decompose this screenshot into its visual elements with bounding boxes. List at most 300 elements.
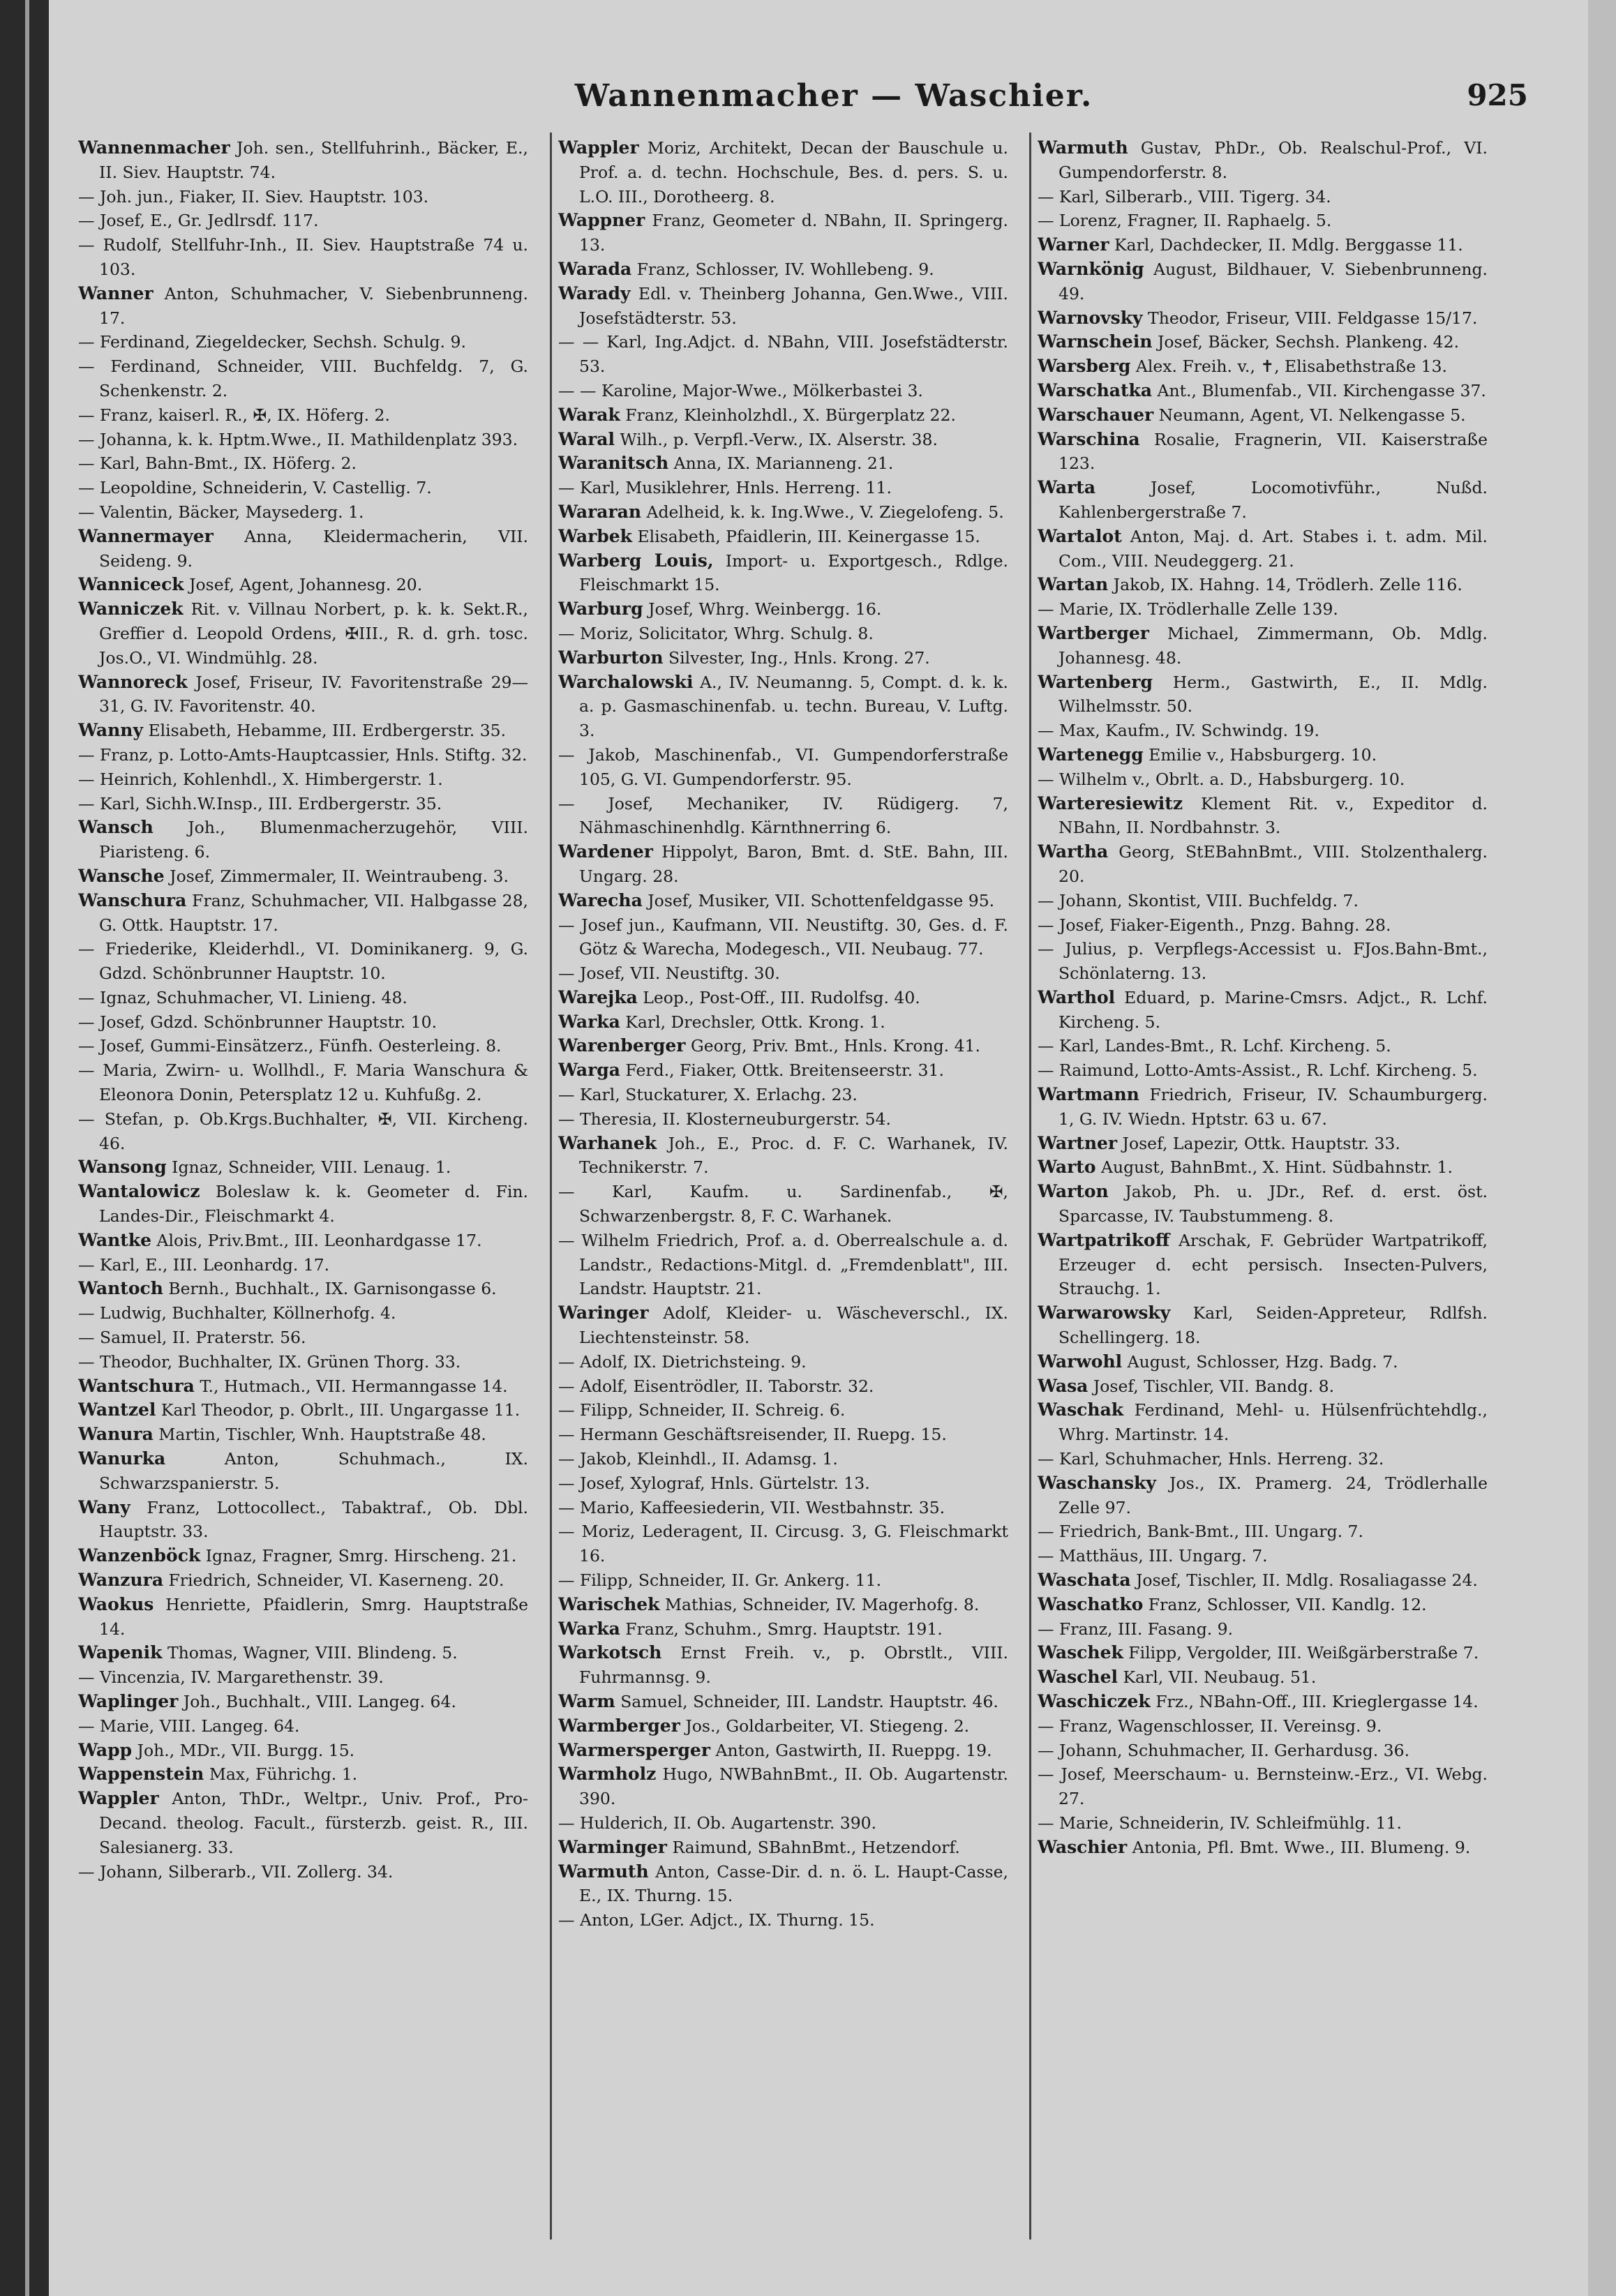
directory-entry	[1038, 1229, 1488, 1301]
entry-surname: Warischek	[558, 1593, 660, 1614]
entry-surname: Warenberger	[558, 1035, 686, 1056]
directory-entry	[1038, 1739, 1488, 1763]
entry-details: Franz, Lottocollect., Tabaktraf., Ob. Dbl. Hauptstr. 33.	[99, 1497, 528, 1542]
entry-surname: Warejka	[558, 986, 638, 1007]
entry-surname: Wapenik	[78, 1642, 163, 1663]
entry-surname: Waral	[558, 428, 615, 449]
column-3	[1038, 136, 1488, 1860]
entry-details: — Karl, Landes-Bmt., R. Lchf. Kircheng. 5.	[1038, 1036, 1391, 1056]
entry-surname: Wartha	[1038, 841, 1109, 862]
entry-surname: Wanniceck	[78, 574, 184, 595]
entry-details: — Karl, Silberarb., VIII. Tigerg. 34.	[1038, 186, 1331, 207]
directory-entry	[1038, 1374, 1488, 1399]
directory-entry	[558, 792, 1008, 841]
directory-entry	[78, 403, 528, 428]
directory-entry	[78, 1423, 528, 1447]
entry-details: Samuel, Schneider, III. Landstr. Hauptstr. 46.	[615, 1692, 998, 1711]
directory-entry	[1038, 1665, 1488, 1690]
entry-details: — Wilhelm Friedrich, Prof. a. d. Oberrealschule a. d. Landstr., Redactions-Mitgl. d. „Fremdenblatt", III. Landstr. Hauptstr. 21.	[558, 1230, 1008, 1299]
entry-details: — Johann, Schuhmacher, II. Gerhardusg. 36.	[1038, 1740, 1410, 1760]
directory-entry	[558, 379, 1008, 403]
entry-details: — Heinrich, Kohlenhdl., X. Himbergerstr. 1.	[78, 769, 443, 789]
directory-entry	[1038, 330, 1488, 354]
page-edge	[1588, 0, 1616, 2296]
entry-details: Joh., E., Proc. d. F. C. Warhanek, IV. Technikerstr. 7.	[579, 1133, 1008, 1178]
entry-surname: Warada	[558, 258, 632, 279]
entry-details: — Josef, Mechaniker, IV. Rüdigerg. 7, Nähmaschinenhdlg. Kärnthnerring 6.	[558, 793, 1008, 838]
directory-entry	[558, 1229, 1008, 1301]
directory-entry	[78, 476, 528, 500]
entry-details: — Jakob, Kleinhdl., II. Adamsg. 1.	[558, 1449, 838, 1469]
entry-surname: Warwohl	[1038, 1351, 1123, 1372]
directory-entry	[78, 1739, 528, 1763]
entry-details: Joh., MDr., VII. Burgg. 15.	[132, 1740, 355, 1760]
directory-entry	[558, 1496, 1008, 1520]
entry-surname: Waokus	[78, 1593, 154, 1614]
entry-surname: Wartner	[1038, 1132, 1118, 1153]
entry-details: Karl, Dachdecker, II. Mdlg. Berggasse 11.	[1109, 235, 1463, 255]
entry-details: — Karl, Bahn-Bmt., IX. Höferg. 2.	[78, 453, 357, 474]
entry-surname: Warm	[558, 1691, 615, 1711]
directory-entry	[1038, 1132, 1488, 1156]
directory-entry	[1038, 889, 1488, 913]
entry-details: Elisabeth, Pfaidlerin, III. Keinergasse 15.	[631, 526, 980, 546]
entry-details: — Hulderich, II. Ob. Augartenstr. 390.	[558, 1813, 877, 1833]
directory-entry	[78, 1447, 528, 1496]
entry-details: — Karl, Schuhmacher, Hnls. Herreng. 32.	[1038, 1449, 1384, 1469]
directory-entry	[78, 1593, 528, 1642]
entry-details: Leop., Post-Off., III. Rudolfsg. 40.	[637, 987, 920, 1007]
entry-details: Anton, Casse-Dir. d. n. ö. L. Haupt-Casse, E., IX. Thurng. 15.	[579, 1861, 1008, 1906]
entry-surname: Warhanek	[558, 1132, 657, 1153]
directory-entry	[78, 1860, 528, 1884]
directory-entry	[558, 1860, 1008, 1909]
entry-details: Friedrich, Schneider, VI. Kaserneng. 20.	[163, 1570, 504, 1591]
directory-entry	[1038, 185, 1488, 209]
entry-surname: Waschak	[1038, 1400, 1124, 1420]
book-gutter	[0, 0, 49, 2296]
entry-surname: Waschier	[1038, 1836, 1128, 1857]
entry-details: — Franz, kaiserl. R., ✠, IX. Höferg. 2.	[78, 405, 390, 425]
entry-details: Rit. v. Villnau Norbert, p. k. k. Sekt.R., Greffier d. Leopold Ordens, ✠III., R. d. grh. tosc. Jos.O., VI. Windmühlg. 28.	[99, 599, 528, 668]
directory-entry	[558, 257, 1008, 282]
directory-entry	[558, 1132, 1008, 1180]
directory-entry	[558, 646, 1008, 670]
entry-details: — Friederike, Kleiderhdl., VI. Dominikanerg. 9, G. Gdzd. Schönbrunner Hauptstr. 10.	[78, 939, 528, 984]
entry-details: Anton, Maj. d. Art. Stabes i. t. adm. Mil. Com., VIII. Neudeggerg. 21.	[1058, 526, 1488, 571]
directory-entry	[1038, 1034, 1488, 1058]
directory-entry	[558, 1374, 1008, 1399]
entry-surname: Wansche	[78, 865, 165, 886]
entry-details: Anton, Schuhmacher, V. Siebenbrunneng. 17.	[99, 283, 528, 328]
directory-entry	[1038, 792, 1488, 841]
entry-details: Max, Führichg. 1.	[204, 1764, 358, 1785]
directory-entry	[558, 1350, 1008, 1374]
entry-details: — Franz, p. Lotto-Amts-Hauptcassier, Hnls. Stiftg. 32.	[78, 744, 528, 765]
entry-details: Ernst Freih. v., p. Obrstlt., VIII. Fuhrmannsg. 9.	[579, 1643, 1008, 1688]
directory-entry	[558, 282, 1008, 331]
entry-surname: Wanner	[78, 283, 154, 303]
directory-entry	[558, 913, 1008, 962]
entry-surname: Warthol	[1038, 986, 1116, 1007]
entry-details: Raimund, SBahnBmt., Hetzendorf.	[666, 1837, 960, 1857]
directory-entry	[558, 451, 1008, 476]
directory-entry	[1038, 1811, 1488, 1836]
entry-details: Anna, IX. Marianneng. 21.	[668, 453, 894, 474]
directory-entry	[1038, 670, 1488, 719]
entry-details: Michael, Zimmermann, Ob. Mdlg. Johannesg. 48.	[1058, 623, 1488, 668]
entry-details: — Samuel, II. Praterstr. 56.	[78, 1328, 306, 1348]
entry-details: Ignaz, Schneider, VIII. Lenaug. 1.	[166, 1157, 451, 1178]
directory-entry	[1038, 913, 1488, 938]
directory-entry	[1038, 1471, 1488, 1520]
entry-surname: Warminger	[558, 1836, 667, 1857]
entry-details: Moriz, Architekt, Decan der Bauschule u. Prof. a. d. techn. Hochschule, Bes. d. pers. S. u. L.O. III., Dorotheerg. 8.	[579, 138, 1008, 207]
entry-surname: Wansch	[78, 817, 154, 838]
entry-surname: Warbek	[558, 525, 632, 546]
entry-surname: Wanzenböck	[78, 1545, 201, 1566]
entry-surname: Warburton	[558, 647, 664, 668]
entry-details: Hippolyt, Baron, Bmt. d. StE. Bahn, III. Ungarg. 28.	[579, 842, 1008, 886]
entry-details: Anton, ThDr., Weltpr., Univ. Prof., Pro-Decand. theolog. Facult., fürsterzb. geist. R., III. Salesianerg. 33.	[99, 1789, 528, 1857]
directory-entry	[1038, 719, 1488, 743]
entry-details: — Karl, Sichh.W.Insp., III. Erdbergerstr. 35.	[78, 793, 442, 813]
page-header	[140, 78, 1528, 120]
directory-entry	[78, 1665, 528, 1690]
entry-details: — Maria, Zwirn- u. Wollhdl., F. Maria Wanschura & Eleonora Donin, Petersplatz 12 u. Kuhfußg. 2.	[78, 1060, 528, 1105]
entry-details: Frz., NBahn-Off., III. Krieglergasse 14.	[1150, 1692, 1479, 1711]
entry-details: Henriette, Pfaidlerin, Smrg. Hauptstraße 14.	[99, 1594, 528, 1639]
directory-entry	[558, 622, 1008, 646]
entry-details: — Mario, Kaffeesiederin, VII. Westbahnstr. 35.	[558, 1497, 945, 1517]
entry-details: Mathias, Schneider, IV. Magerhofg. 8.	[659, 1594, 980, 1614]
entry-surname: Warka	[558, 1011, 620, 1032]
directory-entry	[78, 525, 528, 573]
entry-surname: Warmberger	[558, 1715, 680, 1736]
entry-details: Rosalie, Fragnerin, VII. Kaiserstraße 123.	[1058, 429, 1488, 474]
directory-entry	[558, 1617, 1008, 1642]
directory-entry	[558, 670, 1008, 743]
directory-entry	[1038, 354, 1488, 379]
directory-entry	[1038, 597, 1488, 622]
entry-details: — Theodor, Buchhalter, IX. Grünen Thorg. 33.	[78, 1351, 461, 1372]
directory-entry	[78, 1277, 528, 1301]
entry-details: Arschak, F. Gebrüder Wartpatrikoff, Erzeuger d. echt persisch. Insecten-Pulvers, Strauchg. 1.	[1058, 1230, 1488, 1299]
entry-surname: Warmersperger	[558, 1739, 710, 1760]
directory-entry	[1038, 767, 1488, 792]
entry-surname: Wansong	[78, 1157, 167, 1178]
entry-surname: Wartpatrikoff	[1038, 1229, 1170, 1250]
directory-entry	[558, 986, 1008, 1010]
directory-entry	[78, 1229, 528, 1253]
directory-entry	[1038, 1690, 1488, 1714]
entry-surname: Waschatko	[1038, 1593, 1144, 1614]
directory-entry	[558, 403, 1008, 428]
entry-surname: Wannoreck	[78, 671, 188, 692]
directory-entry	[558, 476, 1008, 500]
directory-entry	[1038, 1617, 1488, 1642]
entry-details: — — Karl, Ing.Adjct. d. NBahn, VIII. Josefstädterstr. 53.	[558, 332, 1008, 377]
entry-details: Thomas, Wagner, VIII. Blindeng. 5.	[162, 1643, 458, 1663]
entry-details: Friedrich, Friseur, IV. Schaumburgerg. 1, G. IV. Wiedn. Hptstr. 63 u. 67.	[1058, 1085, 1488, 1129]
directory-entry	[78, 500, 528, 525]
entry-details: Josef, Musiker, VII. Schottenfeldgasse 95.	[642, 890, 995, 910]
directory-entry	[1038, 1398, 1488, 1447]
directory-entry	[558, 1762, 1008, 1811]
entry-details: Jakob, IX. Hahng. 14, Trödlerh. Zelle 116.	[1108, 575, 1462, 595]
directory-entry	[78, 573, 528, 597]
entry-details: — Karl, E., III. Leonhardg. 17.	[78, 1254, 330, 1275]
entry-details: — Jakob, Maschinenfab., VI. Gumpendorferstraße 105, G. VI. Gumpendorferstr. 95.	[558, 744, 1008, 789]
entry-surname: Warschatka	[1038, 380, 1153, 400]
entry-details: Adelheid, k. k. Ing.Wwe., V. Ziegelofeng. 5.	[641, 502, 1004, 522]
entry-details: Josef, Whrg. Weinbergg. 16.	[643, 599, 882, 620]
directory-entry	[558, 1836, 1008, 1860]
entry-details: Emilie v., Habsburgerg. 10.	[1143, 744, 1377, 765]
directory-entry	[78, 1398, 528, 1423]
entry-surname: Wannenmacher	[78, 137, 230, 158]
directory-entry	[1038, 476, 1488, 525]
directory-entry	[1038, 1762, 1488, 1811]
directory-entry	[1038, 622, 1488, 670]
directory-entry	[1038, 1350, 1488, 1374]
directory-entry	[78, 864, 528, 889]
column-2	[558, 136, 1008, 1933]
entry-details: — Theresia, II. Klosterneuburgerstr. 54.	[558, 1109, 891, 1129]
entry-details: Alex. Freih. v., ✝, Elisabethstraße 13.	[1130, 357, 1447, 377]
entry-surname: Warmuth	[558, 1861, 649, 1882]
entry-details: — Wilhelm v., Obrlt. a. D., Habsburgerg. 10.	[1038, 769, 1405, 789]
directory-entry	[78, 1010, 528, 1035]
directory-entry	[78, 792, 528, 816]
entry-details: — Max, Kaufm., IV. Schwindg. 19.	[1038, 721, 1319, 741]
directory-entry	[78, 986, 528, 1010]
entry-details: Josef, Bäcker, Sechsh. Plankeng. 42.	[1152, 332, 1460, 352]
entry-details: Josef, Friseur, IV. Favoritenstraße 29—31, G. IV. Favoritenstr. 40.	[99, 672, 528, 716]
entry-surname: Warady	[558, 283, 631, 303]
entry-details: — Marie, IX. Trödlerhalle Zelle 139.	[1038, 599, 1338, 620]
directory-entry	[1038, 1083, 1488, 1132]
page-number: 925	[1467, 78, 1528, 112]
directory-entry	[78, 1762, 528, 1787]
entry-surname: Warnovsky	[1038, 307, 1143, 328]
directory-entry	[78, 670, 528, 719]
entry-details: Anton, Gastwirth, II. Rueppg. 19.	[710, 1740, 992, 1760]
entry-details: Anton, Schuhmach., IX. Schwarzspanierstr. 5.	[99, 1449, 528, 1493]
entry-surname: Wanschura	[78, 890, 187, 910]
entry-details: — Stefan, p. Ob.Krgs.Buchhalter, ✠, VII. Kircheng. 46.	[78, 1109, 528, 1153]
directory-entry	[558, 1447, 1008, 1471]
directory-entry	[78, 1787, 528, 1859]
entry-details: — Franz, Wagenschlosser, II. Vereinsg. 9.	[1038, 1716, 1382, 1736]
entry-details: Klement Rit. v., Expeditor d. NBahn, II. Nordbahnstr. 3.	[1058, 793, 1488, 838]
entry-details: Hugo, NWBahnBmt., II. Ob. Augartenstr. 390.	[579, 1764, 1008, 1809]
entry-details: Silvester, Ing., Hnls. Krong. 27.	[663, 647, 930, 668]
directory-entry	[558, 961, 1008, 986]
entry-surname: Wapp	[78, 1739, 133, 1760]
directory-entry	[78, 1155, 528, 1180]
entry-details: Karl, Drechsler, Ottk. Krong. 1.	[620, 1012, 885, 1032]
entry-surname: Wasa	[1038, 1375, 1088, 1396]
entry-details: — Karl, Kaufm. u. Sardinenfab., ✠, Schwarzenbergstr. 8, F. C. Warhanek.	[558, 1182, 1008, 1226]
directory-entry	[558, 889, 1008, 913]
entry-details: Wilh., p. Verpfl.-Verw., IX. Alserstr. 38.	[614, 429, 938, 449]
directory-entry	[558, 209, 1008, 257]
entry-surname: Wartenegg	[1038, 744, 1144, 765]
entry-details: Josef, Zimmermaler, II. Weintraubeng. 3.	[164, 866, 509, 886]
entry-details: Antonia, Pfl. Bmt. Wwe., III. Blumeng. 9.	[1127, 1837, 1471, 1857]
entry-details: Eduard, p. Marine-Cmsrs. Adjct., R. Lchf. Kircheng. 5.	[1058, 987, 1488, 1032]
entry-surname: Wappler	[558, 137, 639, 158]
entry-details: Franz, Schuhm., Smrg. Hauptstr. 191.	[620, 1619, 943, 1639]
entry-details: Filipp, Vergolder, III. Weißgärberstraße 7.	[1123, 1643, 1479, 1663]
entry-surname: Wartan	[1038, 574, 1109, 595]
directory-entry	[558, 1034, 1008, 1058]
directory-entry	[558, 1714, 1008, 1739]
entry-details: Jos., Goldarbeiter, VI. Stiegeng. 2.	[680, 1716, 970, 1736]
directory-entry	[78, 428, 528, 452]
directory-entry	[558, 1010, 1008, 1035]
entry-details: — Franz, III. Fasang. 9.	[1038, 1619, 1234, 1639]
entry-details: Elisabeth, Hebamme, III. Erdbergerstr. 35.	[142, 721, 507, 741]
directory-entry	[558, 1811, 1008, 1836]
entry-surname: Wantoch	[78, 1278, 163, 1299]
entry-details: — Josef, Fiaker-Eigenth., Pnzg. Bahng. 28.	[1038, 915, 1391, 935]
entry-surname: Waranitsch	[558, 453, 669, 474]
entry-surname: Warmuth	[1038, 137, 1128, 158]
entry-surname: Wartmann	[1038, 1084, 1139, 1105]
entry-details: — Hermann Geschäftsreisender, II. Ruepg. 15.	[558, 1425, 947, 1445]
entry-details: Georg, Priv. Bmt., Hnls. Krong. 41.	[685, 1036, 980, 1056]
entry-surname: Wappler	[78, 1788, 159, 1809]
entry-surname: Wararan	[558, 501, 642, 522]
entry-surname: Waringer	[558, 1303, 649, 1323]
directory-entry	[1038, 1641, 1488, 1665]
entry-surname: Warteresiewitz	[1038, 793, 1183, 813]
entry-surname: Warburg	[558, 599, 643, 620]
entry-details: — Anton, LGer. Adjct., IX. Thurng. 15.	[558, 1910, 875, 1930]
entry-details: Herm., Gastwirth, E., II. Mdlg. Wilhelmsstr. 50.	[1058, 672, 1488, 716]
entry-details: — Karl, Musiklehrer, Hnls. Herreng. 11.	[558, 478, 892, 498]
directory-entry	[558, 1398, 1008, 1423]
entry-details: Josef, Locomotivführ., Nußd. Kahlenbergerstraße 7.	[1058, 478, 1488, 522]
directory-entry	[78, 1107, 528, 1156]
entry-surname: Wany	[78, 1496, 130, 1517]
entry-details: Karl, VII. Neubaug. 51.	[1117, 1667, 1317, 1688]
directory-entry	[558, 1058, 1008, 1083]
entry-details: Alois, Priv.Bmt., III. Leonhardgasse 17.	[151, 1230, 482, 1250]
entry-surname: Warak	[558, 404, 620, 425]
entry-surname: Warner	[1038, 234, 1109, 255]
directory-entry	[558, 1593, 1008, 1617]
directory-entry	[78, 1034, 528, 1058]
entry-details: — Johann, Skontist, VIII. Buchfeldg. 7.	[1038, 890, 1359, 910]
directory-entry	[78, 1641, 528, 1665]
entry-surname: Warka	[558, 1618, 620, 1639]
entry-details: — Filipp, Schneider, II. Schreig. 6.	[558, 1400, 846, 1420]
entry-surname: Warga	[558, 1060, 620, 1081]
directory-entry	[1038, 1568, 1488, 1593]
directory-entry	[78, 354, 528, 403]
entry-details: August, Schlosser, Hzg. Badg. 7.	[1122, 1351, 1398, 1372]
directory-entry	[1038, 257, 1488, 306]
entry-details: — Moriz, Lederagent, II. Circusg. 3, G. Fleischmarkt 16.	[558, 1522, 1008, 1566]
entry-details: — Moriz, Solicitator, Whrg. Schulg. 8.	[558, 623, 874, 643]
entry-details: — Valentin, Bäcker, Maysederg. 1.	[78, 502, 364, 522]
entry-surname: Wanny	[78, 720, 143, 741]
entry-details: — Julius, p. Verpflegs-Accessist u. FJos.Bahn-Bmt., Schönlaterng. 13.	[1038, 939, 1488, 984]
directory-entry	[558, 597, 1008, 622]
entry-details: — Matthäus, III. Ungarg. 7.	[1038, 1546, 1268, 1566]
entry-surname: Wanzura	[78, 1570, 164, 1591]
entry-surname: Wanura	[78, 1424, 154, 1445]
directory-entry	[558, 1641, 1008, 1690]
directory-entry	[558, 1423, 1008, 1447]
entry-surname: Wantalowicz	[78, 1181, 200, 1202]
directory-entry	[1038, 986, 1488, 1035]
directory-entry	[1038, 306, 1488, 331]
entry-details: — Josef, Xylograf, Hnls. Gürtelstr. 13.	[558, 1473, 870, 1493]
entry-surname: Warmholz	[558, 1764, 657, 1785]
entry-details: Josef, Agent, Johannesg. 20.	[184, 575, 423, 595]
directory-entry	[78, 451, 528, 476]
entry-details: Josef, Tischler, VII. Bandg. 8.	[1088, 1376, 1335, 1396]
entry-details: — Vincenzia, IV. Margarethenstr. 39.	[78, 1667, 384, 1688]
directory-entry	[78, 282, 528, 331]
entry-details: Josef, Lapezir, Ottk. Hauptstr. 33.	[1117, 1133, 1400, 1153]
entry-details: Jakob, Ph. u. JDr., Ref. d. erst. öst. Sparcasse, IV. Taubstummeng. 8.	[1058, 1182, 1488, 1226]
entry-details: Gustav, PhDr., Ob. Realschul-Prof., VI. Gumpendorferstr. 8.	[1058, 138, 1488, 182]
entry-details: — Filipp, Schneider, II. Gr. Ankerg. 11.	[558, 1570, 882, 1591]
entry-details: Karl, Seiden-Appreteur, Rdlfsh. Schellingerg. 18.	[1058, 1303, 1488, 1348]
directory-entry	[78, 816, 528, 864]
entry-details: Ant., Blumenfab., VII. Kirchengasse 37.	[1152, 380, 1486, 400]
directory-entry	[1038, 1180, 1488, 1229]
entry-surname: Warschina	[1038, 428, 1140, 449]
column-1	[78, 136, 528, 1884]
entry-details: August, Bildhauer, V. Siebenbrunneng. 49.	[1058, 259, 1488, 303]
entry-surname: Warnschein	[1038, 331, 1153, 352]
directory-entry	[1038, 1714, 1488, 1739]
entry-details: — Raimund, Lotto-Amts-Assist., R. Lchf. Kircheng. 5.	[1038, 1060, 1478, 1081]
entry-surname: Warto	[1038, 1157, 1096, 1178]
entry-surname: Wanurka	[78, 1448, 166, 1469]
directory-entry	[558, 1083, 1008, 1107]
entry-details: Joh., Blumenmacherzugehör, VIII. Piaristeng. 6.	[99, 818, 528, 862]
directory-entry	[558, 1908, 1008, 1933]
entry-details: — Josef, Gummi-Einsätzerz., Fünfh. Oesterleing. 8.	[78, 1036, 502, 1056]
directory-entry	[78, 330, 528, 354]
entry-details: — Joh. jun., Fiaker, II. Siev. Hauptstr. 103.	[78, 186, 429, 207]
entry-details: Ferd., Fiaker, Ottk. Breitenseerstr. 31.	[620, 1060, 944, 1081]
directory-entry	[1038, 379, 1488, 403]
directory-entry	[1038, 1447, 1488, 1471]
entry-surname: Wartalot	[1038, 525, 1122, 546]
entry-details: Franz, Geometer d. NBahn, II. Springerg. 13.	[579, 211, 1008, 255]
entry-surname: Warnkönig	[1038, 258, 1144, 279]
directory-entry	[78, 1180, 528, 1229]
entry-details: — Marie, Schneiderin, IV. Schleifmühlg. 11.	[1038, 1813, 1402, 1833]
entry-surname: Waschek	[1038, 1642, 1123, 1663]
directory-entry	[558, 136, 1008, 209]
entry-surname: Waplinger	[78, 1691, 179, 1711]
entry-details: — Johanna, k. k. Hptm.Wwe., II. Mathildenplatz 393.	[78, 429, 518, 449]
entry-surname: Waschata	[1038, 1570, 1131, 1591]
entry-details: Theodor, Friseur, VIII. Feldgasse 15/17.	[1142, 308, 1478, 328]
entry-details: — Karl, Stuckaturer, X. Erlachg. 23.	[558, 1085, 858, 1105]
directory-entry	[1038, 525, 1488, 573]
entry-details: — Josef jun., Kaufmann, VII. Neustiftg. 30, Ges. d. F. Götz & Warecha, Modegesch., VII. Neubaug. 77.	[558, 915, 1008, 959]
